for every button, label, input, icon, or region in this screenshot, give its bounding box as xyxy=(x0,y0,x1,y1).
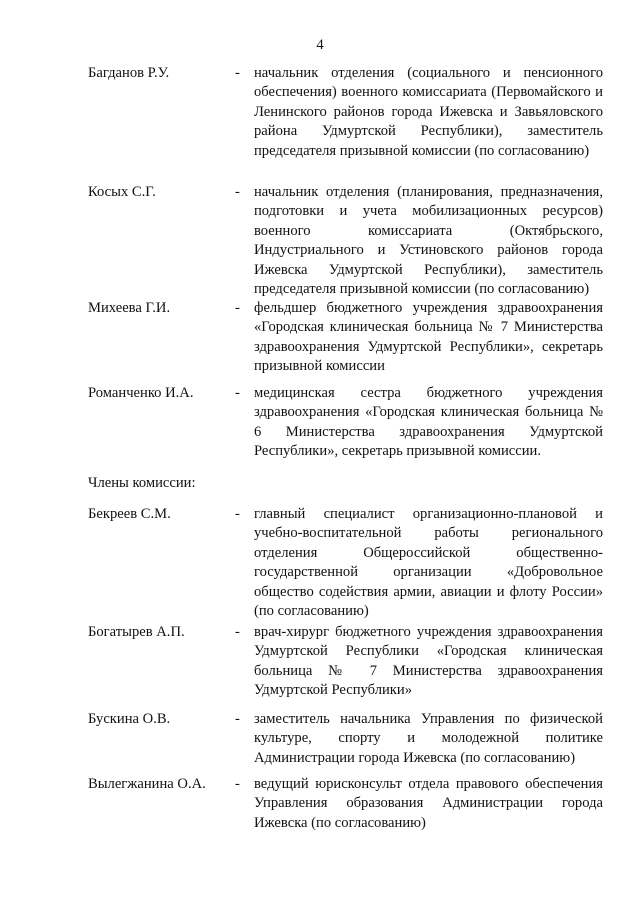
member-name: Михеева Г.И. xyxy=(88,300,171,316)
entry-dash: - xyxy=(235,624,240,640)
member-name: Богатырев А.П. xyxy=(88,624,185,640)
member-position: фельдшер бюджетного учреждения здравоохранения «Городская клиническая больница № 7 Министерства здравоохранения Удмуртской Республики», секретарь призывной комиссии xyxy=(254,300,603,375)
member-position: ведущий юрисконсульт отдела правового обеспечения Управления образования Администрации города Ижевска (по согласованию) xyxy=(254,776,603,831)
member-name: Бекреев С.М. xyxy=(88,506,171,522)
member-position: начальник отделения (социального и пенсионного обеспечения) военного комиссариата (Первомайского и Ленинского районов города Ижевска и Завьяловского района Удмуртской Республики), заместитель председателя призывной комиссии (по согласованию) xyxy=(254,65,603,159)
member-name: Романченко И.А. xyxy=(88,385,194,401)
member-position: главный специалист организационно-плановой и учебно-воспитательной работы регионального отделения Общероссийской общественно-государственной организации «Добровольное общество содействия армии, авиации и флоту России» (по согласованию) xyxy=(254,506,603,620)
entry-dash: - xyxy=(235,776,240,792)
member-position: врач-хирург бюджетного учреждения здравоохранения Удмуртской Республики «Городская клиническая больница № 7 Министерства здравоохранения Удмуртской Республики» xyxy=(254,624,603,699)
member-name: Вылегжанина О.А. xyxy=(88,776,206,792)
member-position: начальник отделения (планирования, предназначения, подготовки и учета мобилизационных ресурсов) военного комиссариата (Октябрьского, Индустриального и Устиновского районов города Ижевска Удмуртской Республики), заместитель председателя призывной комиссии (по согласованию) xyxy=(254,184,603,298)
member-name: Бускина О.В. xyxy=(88,711,171,727)
entry-dash: - xyxy=(235,184,240,200)
entry-dash: - xyxy=(235,300,240,316)
member-name: Багданов Р.У. xyxy=(88,65,170,81)
entry-dash: - xyxy=(235,65,240,81)
members-heading: Члены комиссии: xyxy=(88,475,196,491)
entry-dash: - xyxy=(235,385,240,401)
entry-dash: - xyxy=(235,711,240,727)
member-position: заместитель начальника Управления по физической культуре, спорту и молодежной политике Администрации города Ижевска (по согласованию) xyxy=(254,711,603,766)
member-position: медицинская сестра бюджетного учреждения здравоохранения «Городская клиническая больница № 6 Министерства здравоохранения Удмуртской Республики», секретарь призывной комиссии. xyxy=(254,385,603,460)
member-name: Косых С.Г. xyxy=(88,184,156,200)
entry-dash: - xyxy=(235,506,240,522)
page-number: 4 xyxy=(316,37,324,53)
